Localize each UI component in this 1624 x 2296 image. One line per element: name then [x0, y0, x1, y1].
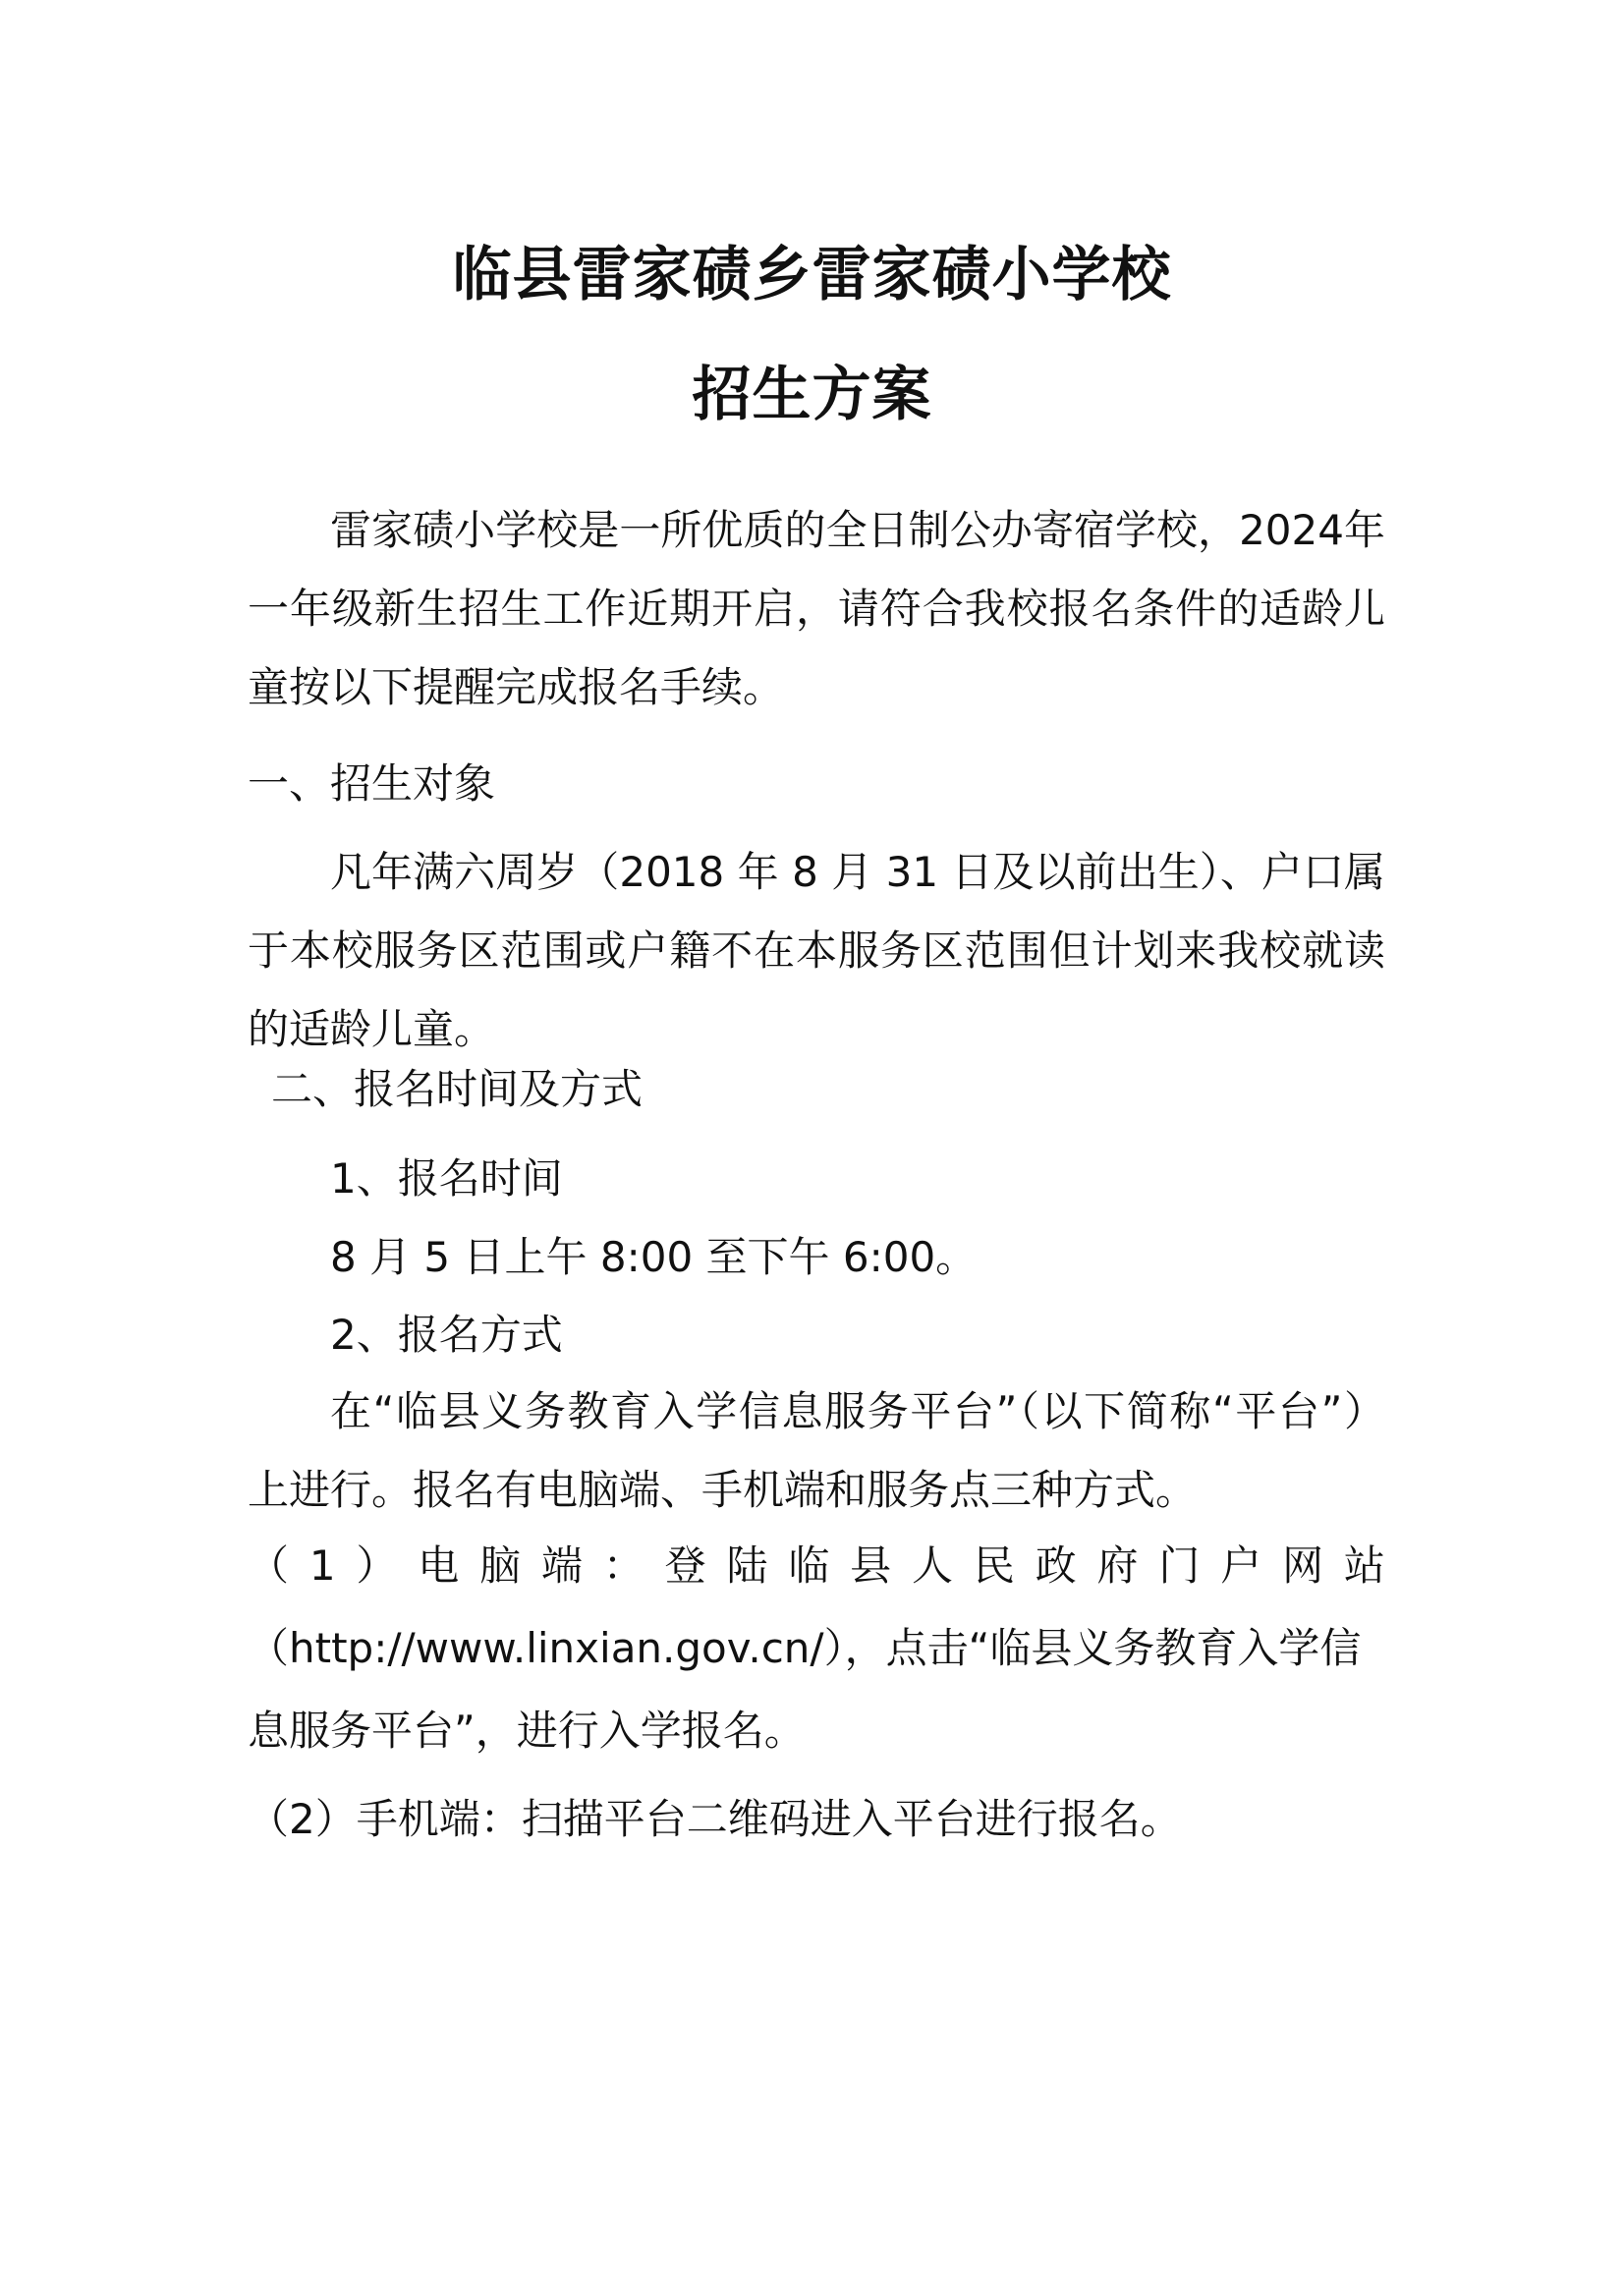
method-1-line-1-char: 临	[788, 1541, 830, 1590]
intro-paragraph-block	[248, 491, 1385, 727]
method-1-line-1-char: 府	[1096, 1541, 1139, 1590]
method-1-line-1-char: 站	[1343, 1541, 1385, 1590]
section-1-paragraph: 凡年满六周岁（2018 年 8 月 31 日及以前出生）、户口属于本校服务区范围或户籍不在本服务区范围但计划来我校就读的适龄儿童。	[248, 848, 1385, 1053]
method-1-line-1-char: 门	[1158, 1541, 1201, 1590]
method-1-line-1-char: 户	[1220, 1541, 1262, 1590]
method-1-line-1-char: 端	[540, 1541, 583, 1590]
document-title: 临县雷家碛乡雷家碛小学校	[452, 241, 1172, 309]
method-1-line-1-text	[248, 1539, 1385, 1594]
method-1-line-1-char: 1	[308, 1541, 336, 1590]
method-1-line-1-char: 登	[664, 1541, 706, 1590]
method-2-line: （2）手机端：扫描平台二维码进入平台进行报名。	[248, 1795, 1182, 1843]
registration-time-text: 8 月 5 日上午 8:00 至下午 6:00。	[330, 1233, 978, 1281]
method-1-line-1-char: 民	[973, 1541, 1015, 1590]
method-1-line-3: 息服务平台”，进行入学报名。	[248, 1707, 806, 1755]
section-1-heading: 一、招生对象	[248, 759, 496, 808]
method-1-line-1-char: 人	[912, 1541, 954, 1590]
section-1-paragraph-block	[248, 833, 1385, 1069]
method-1-line-1-char: 网	[1282, 1541, 1324, 1590]
item-2-paragraph-block	[248, 1372, 1385, 1530]
method-1-line-1-char: 电	[418, 1541, 460, 1590]
item-2-heading: 2、报名方式	[330, 1311, 563, 1359]
item-1-heading: 1、报名时间	[330, 1154, 563, 1203]
item-2-paragraph: 在“临县义务教育入学信息服务平台”（以下简称“平台”）上进行。报名有电脑端、手机端和服务点三种方式。	[248, 1387, 1385, 1514]
method-1-line-1-char: ）	[356, 1541, 398, 1590]
method-1-line-1-char: 县	[850, 1541, 892, 1590]
method-1-line-2: （http://www.linxian.gov.cn/），点击“临县义务教育入学信	[248, 1624, 1362, 1672]
document-subtitle: 招生方案	[692, 361, 932, 429]
method-1-line-1	[248, 1539, 1385, 1594]
method-1-line-1-char: 政	[1035, 1541, 1077, 1590]
intro-paragraph: 雷家碛小学校是一所优质的全日制公办寄宿学校，2024年一年级新生招生工作近期开启，请符合我校报名条件的适龄儿童按以下提醒完成报名手续。	[248, 506, 1385, 711]
section-2-heading: 二、报名时间及方式	[271, 1065, 644, 1113]
method-1-line-1-char: （	[248, 1541, 290, 1590]
method-1-line-1-char: 脑	[479, 1541, 522, 1590]
method-1-line-1-char: ：	[602, 1541, 644, 1590]
method-1-line-1-char: 陆	[726, 1541, 768, 1590]
